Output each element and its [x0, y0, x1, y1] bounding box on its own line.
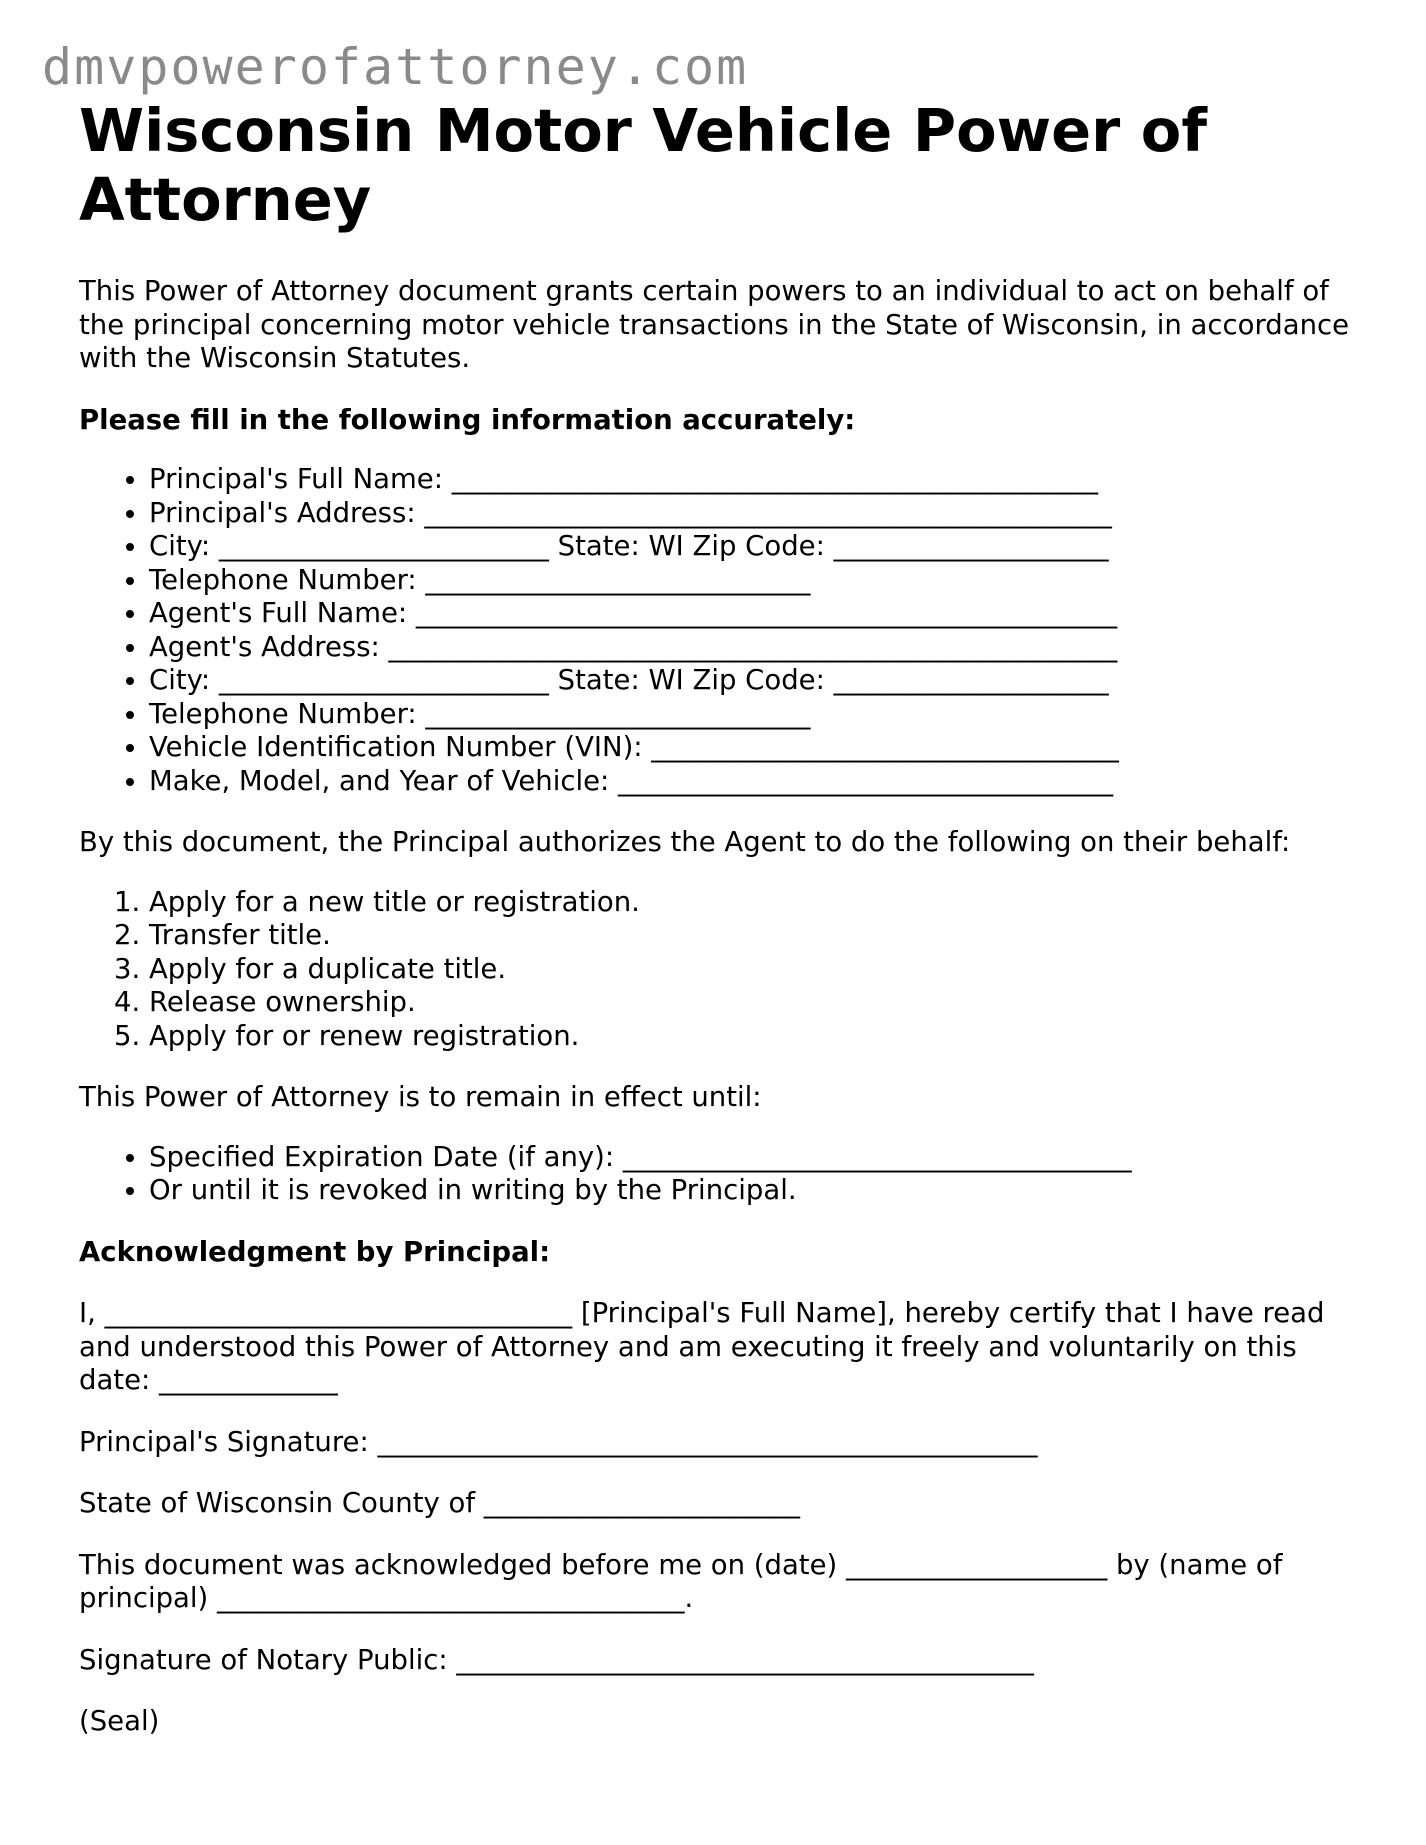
notary-signature-line: Signature of Notary Public: __________________________________________ [79, 1643, 1034, 1676]
effect-revocation: • Or until it is revoked in writing by the Principal. [149, 1174, 1359, 1208]
power-item: 2. Transfer title. [149, 919, 1359, 953]
powers-list [79, 886, 1359, 1054]
page-title: Wisconsin Motor Vehicle Power of Attorney [79, 96, 1208, 234]
field-principal-city-state-zip: • City: ________________________ State: WI Zip Code: ____________________ [149, 530, 1359, 564]
seal-label: (Seal) [79, 1705, 160, 1737]
effect-expiration-date: • Specified Expiration Date (if any): _____________________________________ [149, 1141, 1359, 1175]
field-agent-name: • Agent's Full Name: ___________________________________________________ [149, 597, 1359, 631]
field-agent-address: • Agent's Address: _____________________________________________________ [149, 631, 1359, 665]
intro-paragraph: This Power of Attorney document grants certain powers to an individual to act on behalf of the principal concerning motor vehicle transactions in the State of Wisconsin, in accordance with the Wisconsin Statutes. [79, 275, 1350, 374]
field-vin: • Vehicle Identification Number (VIN): __________________________________ [149, 731, 1359, 765]
fill-heading: Please fill in the following information accurately: [79, 403, 856, 436]
field-principal-telephone: • Telephone Number: ____________________________ [149, 564, 1359, 598]
watermark-text: dmvpowerofattorney.com [42, 38, 749, 96]
field-principal-name: • Principal's Full Name: _______________________________________________ [149, 463, 1359, 497]
acknowledgment-heading: Acknowledgment by Principal: [79, 1235, 551, 1268]
document-body [79, 96, 1359, 1739]
field-make-model-year: • Make, Model, and Year of Vehicle: ____________________________________ [149, 765, 1359, 799]
effect-text: This Power of Attorney is to remain in effect until: [79, 1081, 762, 1113]
effect-list [79, 1141, 1359, 1208]
field-agent-telephone: • Telephone Number: ____________________________ [149, 698, 1359, 732]
power-item: 3. Apply for a duplicate title. [149, 953, 1359, 987]
notary-acknowledgment: This document was acknowledged before me on (date) ___________________ by (name of principal) __________________________________. [79, 1548, 1283, 1614]
principal-signature-line: Principal's Signature: ________________________________________________ [79, 1425, 1038, 1458]
county-line: State of Wisconsin County of _______________________ [79, 1487, 801, 1519]
acknowledgment-text: I, __________________________________ [Principal's Full Name], hereby certify that I have read and understood this Power of Attorney and am executing it freely and voluntarily on this date: _____________ [79, 1297, 1325, 1396]
field-principal-address: • Principal's Address: __________________________________________________ [149, 497, 1359, 531]
information-fields-list [79, 463, 1359, 798]
authorize-text: By this document, the Principal authorizes the Agent to do the following on their behalf: [79, 826, 1291, 858]
power-item: 4. Release ownership. [149, 986, 1359, 1020]
power-item: 5. Apply for or renew registration. [149, 1020, 1359, 1054]
field-agent-city-state-zip: • City: ________________________ State: WI Zip Code: ____________________ [149, 664, 1359, 698]
power-item: 1. Apply for a new title or registration. [149, 886, 1359, 920]
